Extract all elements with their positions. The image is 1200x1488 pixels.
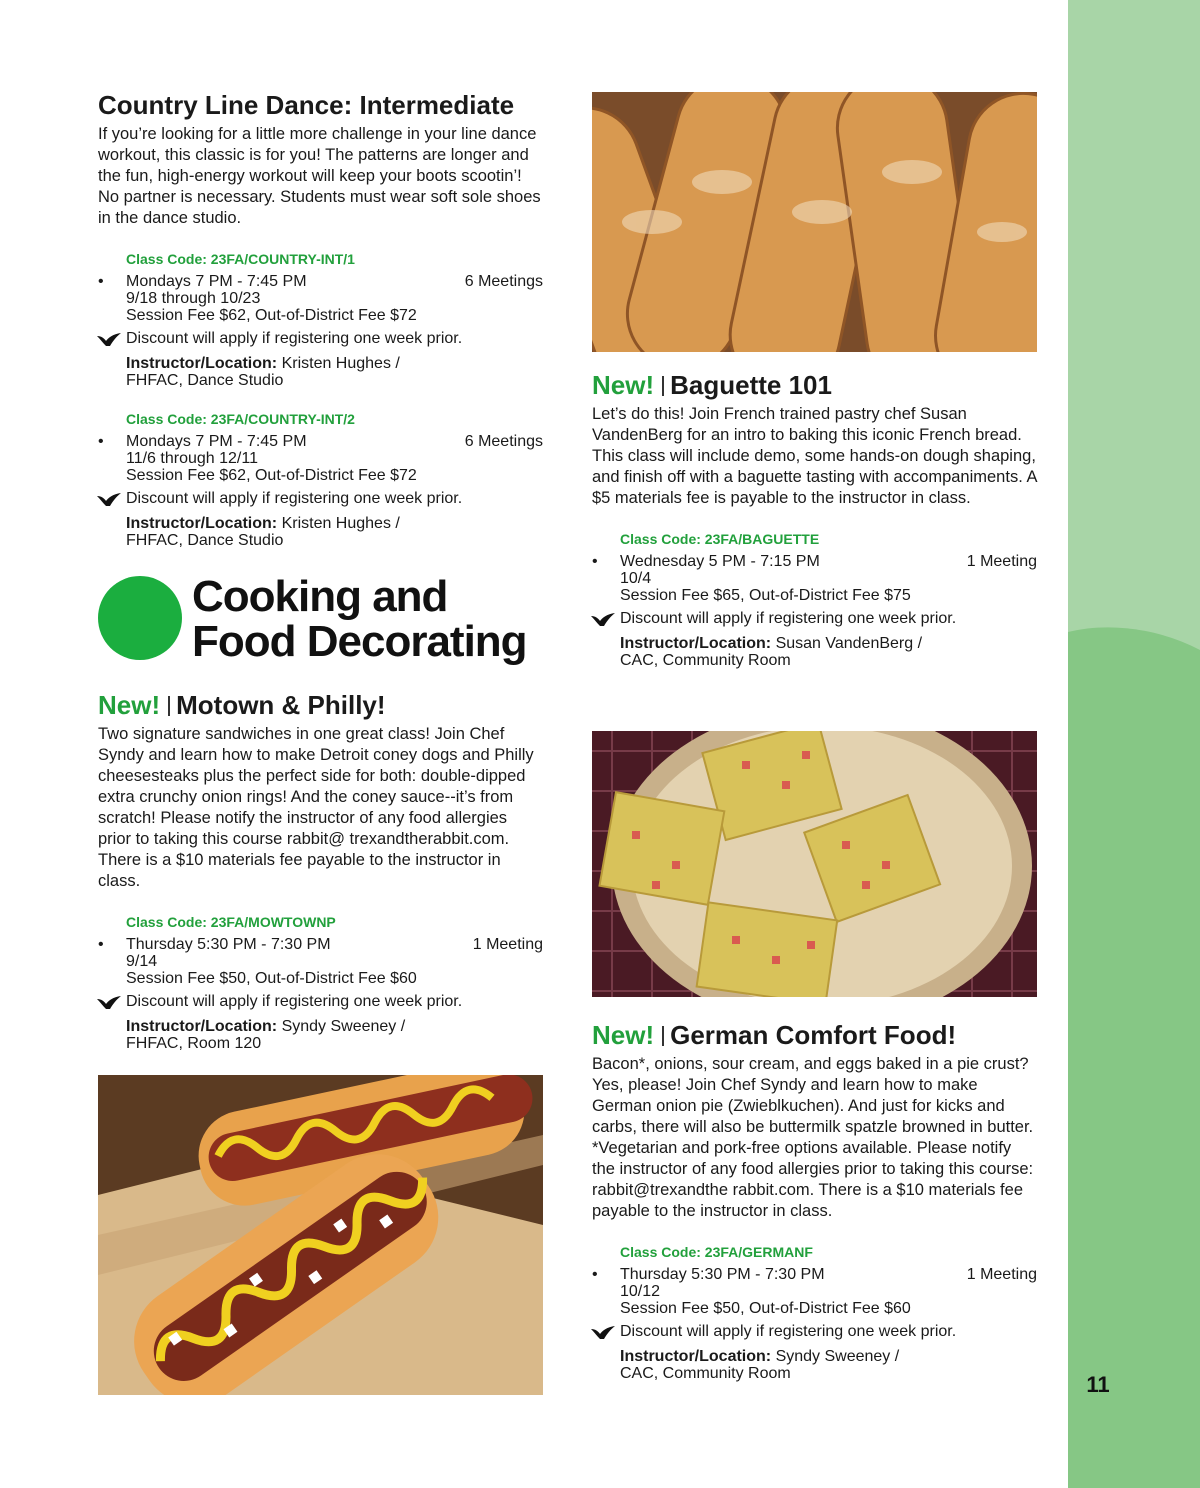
- pointing-hand-icon: [96, 992, 122, 1010]
- class-description: Two signature sandwiches in one great class! Join Chef Syndy and learn how to make Detroit coney dogs and Philly cheesesteaks plus the perfect side for both: double-dipped extra crunchy onion rings! And the coney sauce--it’s from scratch! Please notify the instructor of any food allergies prior to taking this course rabbit@ trexandtherabbit.com. There is a $10 materials fee payable to the instructor in class.: [98, 725, 534, 890]
- schedule-row: [592, 1266, 1037, 1283]
- instructor-location: Instructor/Location: Syndy Sweeney / FHFAC, Room 120: [126, 1018, 406, 1052]
- class-title: New! Motown & Philly!: [98, 690, 386, 720]
- schedule-row: [98, 936, 543, 953]
- schedule: Wednesday 5 PM - 7:15 PM: [620, 553, 820, 570]
- discount-note: Discount will apply if registering one week prior.: [620, 610, 1037, 627]
- schedule: Thursday 5:30 PM - 7:30 PM: [126, 936, 331, 953]
- pointing-hand-icon: [590, 609, 616, 627]
- class-description: If you’re looking for a little more challenge in your line dance workout, this classic is for you! The patterns are longer and the fun, high-energy workout will keep your boots scootin’! No partner is necessary. Students must wear soft sole shoes in the dance studio.: [98, 125, 541, 227]
- class-code: Class Code: 23FA/GERMANF: [620, 1244, 813, 1260]
- discount-note: Discount will apply if registering one week prior.: [126, 993, 543, 1010]
- hot-dog-photo: [98, 1075, 543, 1395]
- new-badge: New!: [592, 370, 655, 400]
- schedule-row: [592, 553, 1037, 570]
- new-badge: New!: [98, 690, 161, 720]
- bullet: •: [98, 936, 104, 953]
- class-title: Country Line Dance: Intermediate: [98, 90, 515, 120]
- line-dance-class: [98, 90, 543, 549]
- class-description: Let’s do this! Join French trained pastry chef Susan VandenBerg for an intro to baking this iconic French bread. This class will include demo, some hands-on dough shaping, and finish off with a baguette tasting with accompaniments. A $5 materials fee is payable to the instructor in class.: [592, 405, 1037, 507]
- meetings: 6 Meetings: [464, 433, 543, 450]
- schedule: Mondays 7 PM - 7:45 PM: [126, 433, 307, 450]
- bullet: •: [98, 273, 104, 290]
- section-title: Cooking and Food Decorating: [192, 572, 527, 666]
- pointing-hand-icon: [590, 1322, 616, 1340]
- schedule-row: [98, 273, 543, 290]
- schedule: Mondays 7 PM - 7:45 PM: [126, 273, 307, 290]
- fee: Session Fee $50, Out-of-District Fee $60: [620, 1300, 911, 1317]
- bullet: •: [98, 433, 104, 450]
- page-number: 11: [1086, 1372, 1110, 1397]
- discount-note: Discount will apply if registering one week prior.: [126, 490, 543, 507]
- discount-note: Discount will apply if registering one week prior.: [126, 330, 543, 347]
- instructor-location: Instructor/Location: Kristen Hughes / FHFAC, Dance Studio: [126, 515, 400, 549]
- bullet: •: [592, 1266, 598, 1283]
- title-divider: [662, 1026, 664, 1046]
- baguette-class: [592, 370, 1037, 669]
- class-code: Class Code: 23FA/COUNTRY-INT/1: [126, 251, 355, 267]
- motown-class: [98, 690, 543, 1052]
- sidebar-wave: [1068, 0, 1200, 1488]
- baguette-photo: [592, 92, 1037, 352]
- instructor-location: Instructor/Location: Syndy Sweeney / CAC, Community Room: [620, 1348, 900, 1382]
- meetings: 1 Meeting: [966, 1266, 1037, 1283]
- schedule: Thursday 5:30 PM - 7:30 PM: [620, 1266, 825, 1283]
- class-title: New! Baguette 101: [592, 370, 832, 400]
- discount-note: Discount will apply if registering one week prior.: [620, 1323, 1037, 1340]
- fee: Session Fee $62, Out-of-District Fee $72: [126, 467, 417, 484]
- session-block: [98, 914, 543, 1052]
- dates: 10/12: [620, 1283, 661, 1300]
- instructor-location: Instructor/Location: Kristen Hughes / FHFAC, Dance Studio: [126, 355, 400, 389]
- page-sidebar: [1068, 0, 1200, 1488]
- class-description: Bacon*, onions, sour cream, and eggs baked in a pie crust? Yes, please! Join Chef Syndy and learn how to make German onion pie (Zwieblkuchen). And just for kicks and carbs, there will also be buttermilk spatzle browned in butter. *Vegetarian and pork-free options available. Please notify the instructor of any food allergies prior to taking this course: rabbit@trexandthe rabbit.com. There is a $10 materials fee payable to the instructor in class.: [592, 1055, 1034, 1220]
- meetings: 1 Meeting: [472, 936, 543, 953]
- section-dot: [98, 576, 182, 660]
- instructor-location: Instructor/Location: Susan VandenBerg / CAC, Community Room: [620, 635, 923, 669]
- class-code: Class Code: 23FA/COUNTRY-INT/2: [126, 411, 355, 427]
- class-code: Class Code: 23FA/BAGUETTE: [620, 531, 820, 547]
- dates: 9/14: [126, 953, 158, 970]
- schedule-row: [98, 433, 543, 450]
- fee: Session Fee $65, Out-of-District Fee $75: [620, 587, 911, 604]
- meetings: 1 Meeting: [966, 553, 1037, 570]
- fee: Session Fee $50, Out-of-District Fee $60: [126, 970, 417, 987]
- session-block: [592, 1244, 1037, 1382]
- pointing-hand-icon: [96, 329, 122, 347]
- title-divider: [168, 696, 170, 716]
- session-block: [98, 251, 543, 389]
- onion-pie-photo: [592, 731, 1037, 997]
- dates: 11/6 through 12/11: [126, 450, 258, 467]
- fee: Session Fee $62, Out-of-District Fee $72: [126, 307, 417, 324]
- class-code: Class Code: 23FA/MOWTOWNP: [126, 914, 336, 930]
- session-block: [98, 411, 543, 549]
- german-class: [592, 1020, 1037, 1382]
- pointing-hand-icon: [96, 489, 122, 507]
- class-title: New! German Comfort Food!: [592, 1020, 957, 1050]
- new-badge: New!: [592, 1020, 655, 1050]
- session-block: [592, 531, 1037, 669]
- dates: 9/18 through 10/23: [126, 290, 261, 307]
- title-divider: [662, 376, 664, 396]
- bullet: •: [592, 553, 598, 570]
- dates: 10/4: [620, 570, 652, 587]
- meetings: 6 Meetings: [464, 273, 543, 290]
